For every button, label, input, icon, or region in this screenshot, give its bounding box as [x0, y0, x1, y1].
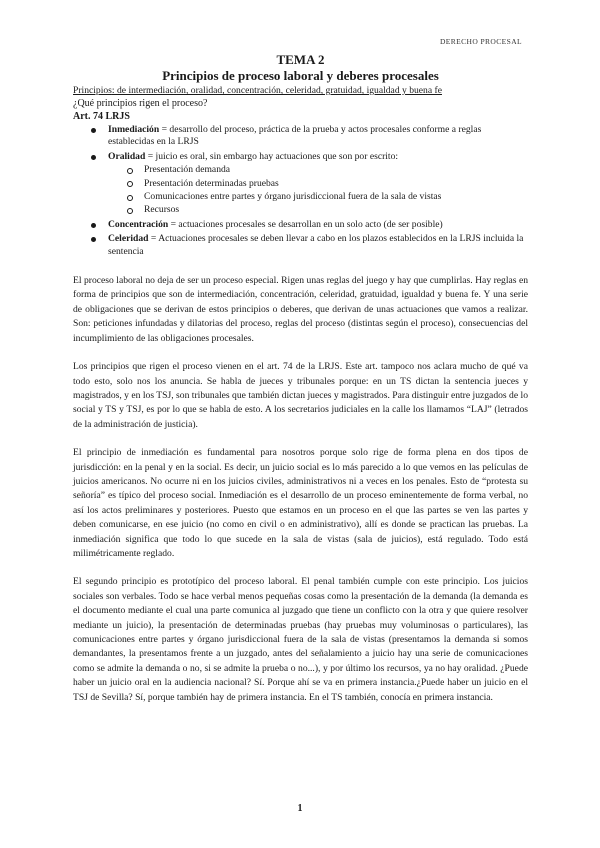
term-definition: = Actuaciones procesales se deben llevar a cabo en los plazos establecidos en la LRJS incluida la sentencia [108, 233, 524, 257]
principles-text: : de intermediación, oralidad, concentración, celeridad, gratuidad, igualdad y buena fe [111, 85, 442, 96]
written-actions-list [108, 164, 528, 217]
paragraph-article-74: Los principios que rigen el proceso vienen en el art. 74 de la LRJS. Este art. tampoco nos aclara mucho de qué va todo esto, solo nos los anuncia. Se habla de jueces y tribunales porque: en un TS dictan la sentencia jueces y magistrados, y en los TSJ, son tribunales que también dictan jueces y magistrados. Para distinguir entre juzgados de lo social y TS y TSJ, es por lo que se habla de esto. A los secretarios judiciales en la calle los llamamos “LAJ” (letrados de la administración de justicia). [73, 361, 528, 430]
list-item-inmediacion [108, 124, 528, 149]
page-number: 1 [297, 803, 303, 814]
sub-item: Presentación demanda [144, 164, 528, 176]
question-heading: ¿Qué principios rigen el proceso? [73, 98, 208, 109]
list-item-concentracion [108, 219, 528, 231]
term-definition: = juicio es oral, sin embargo hay actuaciones que son por escrito: [145, 150, 399, 162]
term-definition: = actuaciones procesales se desarrollan en un solo acto (de ser posible) [168, 218, 443, 230]
term-label: Oralidad [108, 150, 146, 162]
paragraph-oralidad: El segundo principio es prototípico del proceso laboral. El penal también cumple con este principio. Los juicios sociales son verbales. Todo se hace verbal menos pequeñas cosas como la presentación de la demanda (la demanda es el documento mediante el cual una parte comunica al juzgado que tiene un conflicto con la otra y que quiere resolver mediante un juicio), la presentación de determinadas pruebas (hay pruebas muy voluminosas o particulares), las comunicaciones entre partes y órgano jurisdiccional fuera de la sala de vistas (presentamos la demanda si somos demandantes, la presentamos frente a un juzgado, antes del señalamiento a juicio hay una serie de comunicaciones como se admite la demanda o no, si se admite la prueba o no...), y por último los recursos, ya no hay oralidad. ¿Puede haber un juicio oral en la audiencia nacional? Sí. Porque ahí se va en primera instancia.¿Puede haber un juicio en el TSJ de Sevilla? Sí, porque también hay de primera instancia. En el TS también, conocía en primera instancia. [73, 576, 528, 703]
page-subtitle: Principios de proceso laboral y deberes procesales [162, 68, 439, 83]
term-definition: = desarrollo del proceso, práctica de la prueba y actos procesales conforme a reglas establecidas en la LRJS [108, 124, 482, 148]
sub-item: Comunicaciones entre partes y órgano jurisdiccional fuera de la sala de vistas [144, 191, 528, 203]
paragraph-intro: El proceso laboral no deja de ser un proceso especial. Rigen unas reglas del juego y hay que cumplirlas. Hay reglas en forma de principios que son de intermediación, concentración, celeridad, gratuidad, igualdad y buena fe. Y una serie de obligaciones que se derivan de estos principios o deberes, que derivan de unas actuaciones que vamos a realizar. Son: peticiones infundadas y dilatorias del proceso, reglas del proceso (distintas según el proceso), consecuencias del incumplimiento de las obligaciones procesales. [73, 275, 528, 344]
term-label: Inmediación [108, 124, 160, 135]
principles-list [73, 124, 528, 258]
article-reference: Art. 74 LRJS [73, 111, 130, 122]
term-label: Celeridad [108, 233, 149, 245]
document-body [73, 52, 528, 705]
sub-item: Presentación determinadas pruebas [144, 178, 528, 190]
paragraph-inmediacion: El principio de inmediación es fundamental para nosotros porque solo rige de forma plena en dos tipos de jurisdicción: en la penal y en la social. Es decir, un juicio social es lo más parecido a lo que vemos en las películas de juicios americanos. No ocurre ni en los juicios civiles, administrativos ni a veces en los penales. Esto de “protesta su señoría” es típico del proceso social. Inmediación es el desarrollo de un proceso eminentemente de forma verbal, no así los actos preliminares y posteriores. Puesto que estamos en un proceso en el que las partes se ven las partes y deben comunicarse, en ese juicio (no como en civil o en administrativo), allí es donde se practican las pruebas. La inmediación significa que todo lo que sucede en la sala de vistas (sala de juicios), está regulado. Todo está milimétricamente reglado. [73, 447, 528, 559]
sub-item: Recursos [144, 204, 528, 216]
principles-label: Principios [73, 85, 112, 96]
principles-summary [73, 85, 528, 97]
term-label: Concentración [108, 218, 169, 230]
header-subject: DERECHO PROCESAL [439, 37, 522, 46]
page-title: TEMA 2 [276, 52, 325, 67]
list-item-celeridad [108, 233, 528, 258]
list-item-oralidad [108, 151, 528, 217]
